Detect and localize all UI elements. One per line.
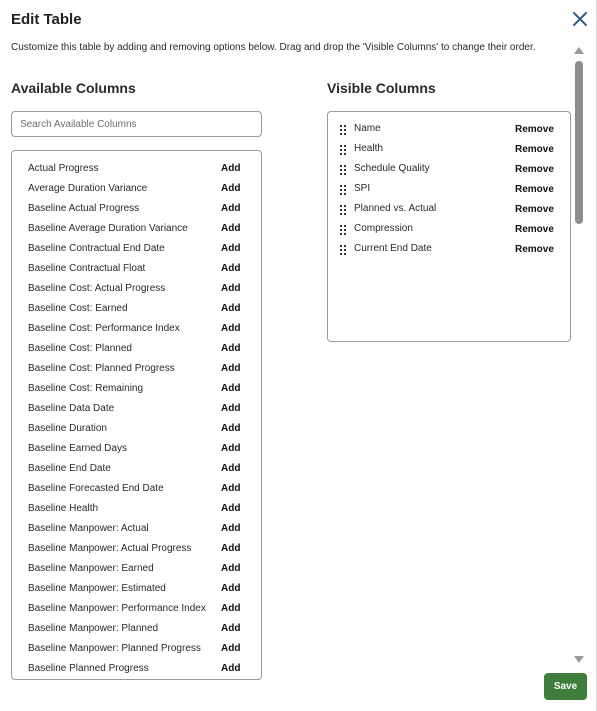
- add-column-button[interactable]: Add: [221, 663, 241, 674]
- add-column-button[interactable]: Add: [221, 223, 241, 234]
- available-column-label: Baseline Cost: Actual Progress: [28, 283, 166, 294]
- available-column-row: [12, 400, 261, 420]
- save-button[interactable]: Save: [544, 673, 587, 700]
- add-column-button[interactable]: Add: [221, 363, 241, 374]
- visible-column-row[interactable]: [328, 140, 570, 160]
- remove-column-button[interactable]: Remove: [515, 144, 554, 155]
- add-column-button[interactable]: Add: [221, 623, 241, 634]
- add-column-button[interactable]: Add: [221, 323, 241, 334]
- visible-columns-items: [328, 120, 570, 260]
- available-column-label: Actual Progress: [28, 163, 99, 174]
- available-column-label: Baseline End Date: [28, 463, 111, 474]
- visible-columns-heading: Visible Columns: [327, 80, 436, 96]
- available-columns-heading: Available Columns: [11, 80, 136, 96]
- search-available-columns-input[interactable]: [11, 111, 262, 137]
- available-column-row: [12, 480, 261, 500]
- available-column-row: [12, 360, 261, 380]
- dialog-title: Edit Table: [11, 11, 82, 28]
- available-column-label: Average Duration Variance: [28, 183, 148, 194]
- available-column-label: Baseline Manpower: Earned: [28, 563, 154, 574]
- drag-handle-icon[interactable]: [340, 165, 346, 175]
- available-column-row: [12, 460, 261, 480]
- visible-column-row[interactable]: [328, 180, 570, 200]
- add-column-button[interactable]: Add: [221, 183, 241, 194]
- remove-column-button[interactable]: Remove: [515, 204, 554, 215]
- available-column-row: [12, 300, 261, 320]
- remove-column-button[interactable]: Remove: [515, 184, 554, 195]
- remove-column-button[interactable]: Remove: [515, 124, 554, 135]
- visible-column-row[interactable]: [328, 240, 570, 260]
- add-column-button[interactable]: Add: [221, 263, 241, 274]
- add-column-button[interactable]: Add: [221, 403, 241, 414]
- drag-handle-icon[interactable]: [340, 145, 346, 155]
- visible-column-row[interactable]: [328, 220, 570, 240]
- drag-handle-icon[interactable]: [340, 205, 346, 215]
- available-columns-items: [12, 160, 261, 680]
- add-column-button[interactable]: Add: [221, 203, 241, 214]
- available-column-label: Baseline Cost: Earned: [28, 303, 128, 314]
- available-column-label: Baseline Duration: [28, 423, 107, 434]
- available-column-row: [12, 380, 261, 400]
- add-column-button[interactable]: Add: [221, 343, 241, 354]
- visible-columns-list: [327, 111, 571, 342]
- available-column-label: Baseline Contractual End Date: [28, 243, 165, 254]
- available-column-row: [12, 280, 261, 300]
- available-column-row: [12, 160, 261, 180]
- available-column-row: [12, 320, 261, 340]
- available-column-row: [12, 620, 261, 640]
- add-column-button[interactable]: Add: [221, 283, 241, 294]
- add-column-button[interactable]: Add: [221, 383, 241, 394]
- available-column-label: Baseline Average Duration Variance: [28, 223, 188, 234]
- add-column-button[interactable]: Add: [221, 523, 241, 534]
- available-column-row: [12, 660, 261, 680]
- available-column-label: Baseline Contractual Float: [28, 263, 146, 274]
- available-column-row: [12, 600, 261, 620]
- available-column-label: Baseline Cost: Remaining: [28, 383, 144, 394]
- visible-column-label: SPI: [354, 183, 371, 194]
- available-column-label: Baseline Health: [28, 503, 99, 514]
- available-column-row: [12, 560, 261, 580]
- visible-column-row[interactable]: [328, 120, 570, 140]
- add-column-button[interactable]: Add: [221, 163, 241, 174]
- available-column-label: Baseline Manpower: Planned Progress: [28, 643, 201, 654]
- available-column-row: [12, 640, 261, 660]
- close-icon[interactable]: [570, 9, 590, 29]
- add-column-button[interactable]: Add: [221, 443, 241, 454]
- add-column-button[interactable]: Add: [221, 503, 241, 514]
- scroll-down-arrow-icon[interactable]: [574, 656, 584, 663]
- available-column-row: [12, 240, 261, 260]
- drag-handle-icon[interactable]: [340, 225, 346, 235]
- available-column-label: Baseline Cost: Planned Progress: [28, 363, 175, 374]
- add-column-button[interactable]: Add: [221, 603, 241, 614]
- available-column-label: Baseline Planned Progress: [28, 663, 149, 674]
- add-column-button[interactable]: Add: [221, 563, 241, 574]
- available-column-row: [12, 200, 261, 220]
- available-column-row: [12, 580, 261, 600]
- visible-column-label: Planned vs. Actual: [354, 203, 437, 214]
- available-column-label: Baseline Manpower: Planned: [28, 623, 159, 634]
- available-column-row: [12, 440, 261, 460]
- dialog-description: Customize this table by adding and removing options below. Drag and drop the 'Visible Columns' to change their order.: [11, 42, 536, 53]
- visible-column-label: Health: [354, 143, 383, 154]
- available-column-label: Baseline Cost: Performance Index: [28, 323, 180, 334]
- add-column-button[interactable]: Add: [221, 643, 241, 654]
- available-column-label: Baseline Forecasted End Date: [28, 483, 164, 494]
- drag-handle-icon[interactable]: [340, 185, 346, 195]
- available-column-row: [12, 540, 261, 560]
- available-column-row: [12, 520, 261, 540]
- available-column-label: Baseline Manpower: Estimated: [28, 583, 166, 594]
- visible-column-row[interactable]: [328, 200, 570, 220]
- available-column-row: [12, 220, 261, 240]
- available-column-row: [12, 420, 261, 440]
- available-column-label: Baseline Earned Days: [28, 443, 127, 454]
- add-column-button[interactable]: Add: [221, 583, 241, 594]
- add-column-button[interactable]: Add: [221, 303, 241, 314]
- add-column-button[interactable]: Add: [221, 463, 241, 474]
- add-column-button[interactable]: Add: [221, 243, 241, 254]
- available-columns-list: [11, 150, 262, 680]
- available-column-label: Baseline Manpower: Actual: [28, 523, 149, 534]
- add-column-button[interactable]: Add: [221, 483, 241, 494]
- drag-handle-icon[interactable]: [340, 125, 346, 135]
- available-column-row: [12, 500, 261, 520]
- drag-handle-icon[interactable]: [340, 245, 346, 255]
- remove-column-button[interactable]: Remove: [515, 244, 554, 255]
- available-column-label: Baseline Actual Progress: [28, 203, 140, 214]
- available-column-label: Baseline Cost: Planned: [28, 343, 132, 354]
- available-column-row: [12, 180, 261, 200]
- remove-column-button[interactable]: Remove: [515, 164, 554, 175]
- available-column-row: [12, 340, 261, 360]
- remove-column-button[interactable]: Remove: [515, 224, 554, 235]
- scrollbar-thumb[interactable]: [575, 61, 583, 224]
- add-column-button[interactable]: Add: [221, 423, 241, 434]
- visible-column-row[interactable]: [328, 160, 570, 180]
- visible-column-label: Name: [354, 123, 381, 134]
- available-column-label: Baseline Manpower: Performance Index: [28, 603, 206, 614]
- available-column-label: Baseline Manpower: Actual Progress: [28, 543, 192, 554]
- visible-column-label: Compression: [354, 223, 413, 234]
- visible-column-label: Current End Date: [354, 243, 432, 254]
- available-column-row: [12, 260, 261, 280]
- scroll-up-arrow-icon[interactable]: [574, 47, 584, 54]
- visible-column-label: Schedule Quality: [354, 163, 430, 174]
- available-column-label: Baseline Data Date: [28, 403, 115, 414]
- add-column-button[interactable]: Add: [221, 543, 241, 554]
